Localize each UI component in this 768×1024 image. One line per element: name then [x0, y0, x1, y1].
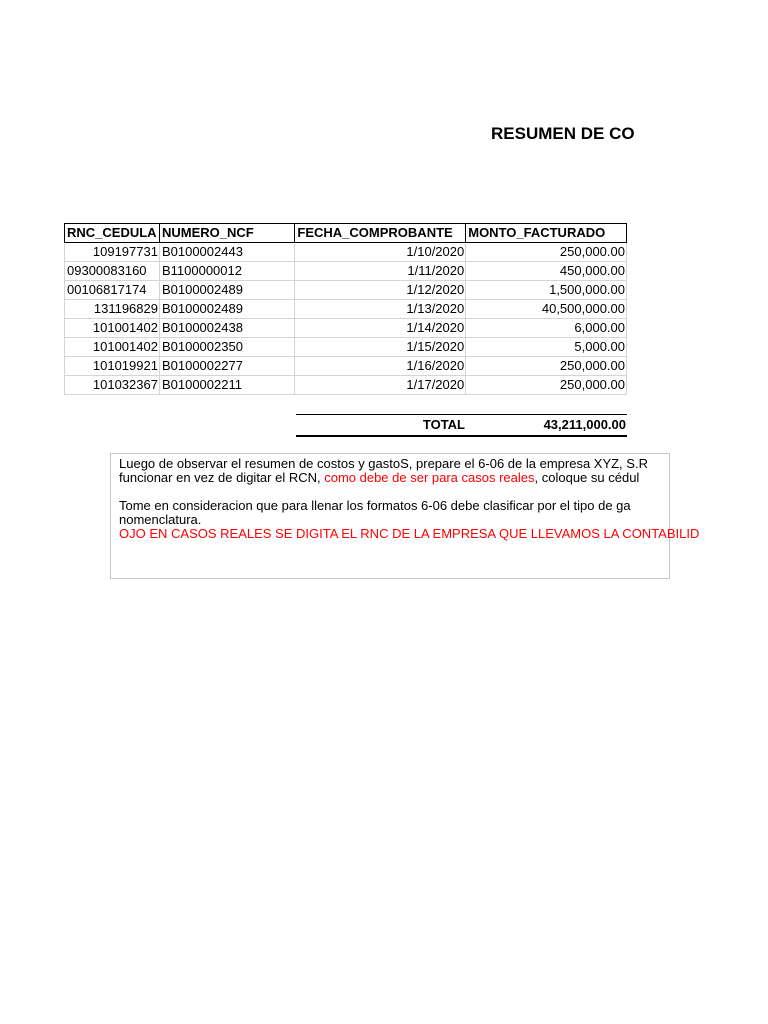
- table-row: [65, 243, 627, 262]
- total-row: [296, 414, 627, 437]
- header-fecha-comprobante[interactable]: FECHA_COMPROBANTE: [295, 224, 466, 243]
- cell-rnc[interactable]: 00106817174: [65, 281, 160, 300]
- table-row: [65, 357, 627, 376]
- cell-ncf[interactable]: B0100002489: [159, 281, 294, 300]
- cell-monto[interactable]: 250,000.00: [466, 357, 627, 376]
- cell-ncf[interactable]: B0100002489: [159, 300, 294, 319]
- cell-monto[interactable]: 250,000.00: [466, 243, 627, 262]
- expense-table: [64, 223, 627, 395]
- note-highlight-text: como debe de ser para casos reales: [324, 470, 535, 485]
- header-monto-facturado[interactable]: MONTO_FACTURADO: [466, 224, 627, 243]
- cell-ncf[interactable]: B0100002277: [159, 357, 294, 376]
- cell-ncf[interactable]: B0100002443: [159, 243, 294, 262]
- note-line: Luego de observar el resumen de costos y gastoS, prepare el 6-06 de la empresa XYZ, S.R: [119, 456, 648, 471]
- cell-fecha[interactable]: 1/10/2020: [295, 243, 466, 262]
- note-spacer: [119, 485, 661, 499]
- cell-ncf[interactable]: B0100002350: [159, 338, 294, 357]
- cell-monto[interactable]: 5,000.00: [466, 338, 627, 357]
- cell-fecha[interactable]: 1/15/2020: [295, 338, 466, 357]
- cell-ncf[interactable]: B0100002438: [159, 319, 294, 338]
- table-row: [65, 262, 627, 281]
- cell-rnc[interactable]: 101019921: [65, 357, 160, 376]
- header-rnc-cedula[interactable]: RNC_CEDULA: [65, 224, 160, 243]
- cell-rnc[interactable]: 109197731: [65, 243, 160, 262]
- cell-rnc[interactable]: 131196829: [65, 300, 160, 319]
- header-numero-ncf[interactable]: NUMERO_NCF: [159, 224, 294, 243]
- table-row: [65, 338, 627, 357]
- table-row: [65, 300, 627, 319]
- page-title: RESUMEN DE CO: [491, 124, 635, 143]
- table-row: [65, 281, 627, 300]
- note-text: , coloque su cédul: [534, 470, 640, 485]
- table-row: [65, 376, 627, 395]
- total-value[interactable]: 43,211,000.00: [543, 417, 626, 432]
- cell-rnc[interactable]: 09300083160: [65, 262, 160, 281]
- cell-ncf[interactable]: B1100000012: [159, 262, 294, 281]
- table-header-row: [65, 224, 627, 243]
- cell-monto[interactable]: 1,500,000.00: [466, 281, 627, 300]
- cell-fecha[interactable]: 1/13/2020: [295, 300, 466, 319]
- cell-fecha[interactable]: 1/17/2020: [295, 376, 466, 395]
- total-label[interactable]: TOTAL: [422, 417, 465, 432]
- cell-ncf[interactable]: B0100002211: [159, 376, 294, 395]
- cell-fecha[interactable]: 1/12/2020: [295, 281, 466, 300]
- note-line: Tome en consideracion que para llenar los formatos 6-06 debe clasificar por el tipo de ga: [119, 498, 631, 513]
- note-line: [119, 471, 661, 485]
- cell-monto[interactable]: 40,500,000.00: [466, 300, 627, 319]
- cell-monto[interactable]: 6,000.00: [466, 319, 627, 338]
- note-line: nomenclatura.: [119, 512, 202, 527]
- cell-rnc[interactable]: 101032367: [65, 376, 160, 395]
- cell-monto[interactable]: 250,000.00: [466, 376, 627, 395]
- table-row: [65, 319, 627, 338]
- cell-fecha[interactable]: 1/14/2020: [295, 319, 466, 338]
- note-text: funcionar en vez de digitar el RCN,: [119, 470, 325, 485]
- note-warning-line: OJO EN CASOS REALES SE DIGITA EL RNC DE LA EMPRESA QUE LLEVAMOS LA CONTABILID: [119, 526, 700, 541]
- cell-monto[interactable]: 450,000.00: [466, 262, 627, 281]
- cell-fecha[interactable]: 1/16/2020: [295, 357, 466, 376]
- instructions-textbox[interactable]: [110, 453, 700, 579]
- cell-rnc[interactable]: 101001402: [65, 338, 160, 357]
- cell-fecha[interactable]: 1/11/2020: [295, 262, 466, 281]
- cell-rnc[interactable]: 101001402: [65, 319, 160, 338]
